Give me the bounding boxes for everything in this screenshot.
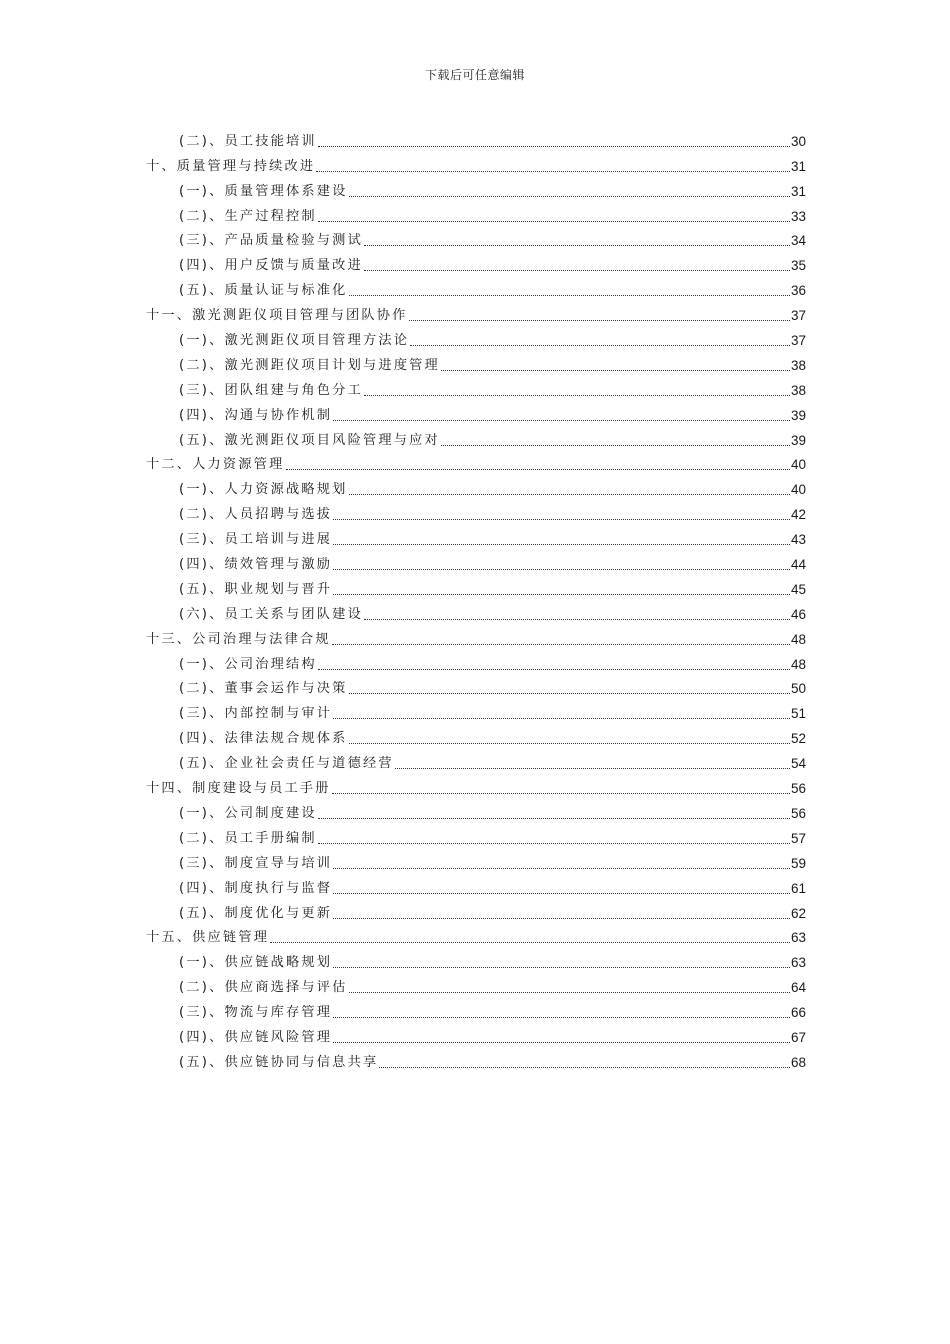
toc-section-entry[interactable] [146,674,806,699]
toc-page-number: 61 [790,880,806,896]
toc-entry-title: (三)、物流与库存管理 [179,1005,333,1021]
toc-dot-leader [333,568,790,570]
toc-dot-leader [364,618,790,620]
toc-entry-title: (五)、企业社会责任与道德经营 [179,756,394,772]
toc-section-entry[interactable] [146,549,806,574]
toc-entry-title: 十一、激光测距仪项目管理与团队协作 [146,308,408,324]
toc-entry-title: (二)、激光测距仪项目计划与进度管理 [179,357,440,373]
toc-page-number: 54 [790,756,806,772]
toc-dot-leader [349,742,790,744]
toc-entry-title: (六)、员工关系与团队建设 [179,606,363,622]
toc-page-number: 34 [790,233,806,249]
toc-entry-title: (一)、人力资源战略规划 [179,482,348,498]
toc-dot-leader [410,344,790,346]
toc-page-number: 31 [790,183,806,199]
toc-dot-leader [333,717,790,719]
toc-dot-leader [316,170,790,172]
toc-dot-leader [333,518,790,520]
toc-page-number: 37 [790,333,806,349]
toc-section-entry[interactable] [146,898,806,923]
toc-dot-leader [318,220,790,222]
toc-page-number: 66 [790,1005,806,1021]
toc-section-entry[interactable] [146,574,806,599]
toc-dot-leader [379,1066,790,1068]
toc-section-entry[interactable] [146,350,806,375]
toc-dot-leader [333,966,790,968]
toc-dot-leader [270,941,790,943]
toc-dot-leader [441,444,790,446]
toc-entry-title: 十三、公司治理与法律合规 [146,631,331,647]
toc-dot-leader [333,419,790,421]
toc-section-entry[interactable] [146,126,806,151]
toc-dot-leader [333,593,790,595]
toc-entry-title: (二)、生产过程控制 [179,208,317,224]
toc-section-entry[interactable] [146,823,806,848]
toc-page-number: 48 [790,631,806,647]
toc-dot-leader [349,493,790,495]
toc-section-entry[interactable] [146,375,806,400]
toc-dot-leader [333,1016,790,1018]
toc-section-entry[interactable] [146,250,806,275]
toc-entry-title: (二)、员工手册编制 [179,830,317,846]
toc-entry-title: (四)、用户反馈与质量改进 [179,258,363,274]
toc-page-number: 63 [790,930,806,946]
toc-section-entry[interactable] [146,798,806,823]
toc-dot-leader [318,817,790,819]
toc-entry-title: (一)、质量管理体系建设 [179,183,348,199]
toc-page-number: 40 [790,482,806,498]
toc-entry-title: (一)、供应链战略规划 [179,955,333,971]
toc-section-entry[interactable] [146,325,806,350]
toc-page-number: 38 [790,357,806,373]
toc-section-entry[interactable] [146,972,806,997]
toc-entry-title: (二)、供应商选择与评估 [179,980,348,996]
toc-section-entry[interactable] [146,275,806,300]
toc-section-entry[interactable] [146,400,806,425]
toc-dot-leader [332,643,790,645]
toc-page-number: 62 [790,905,806,921]
toc-dot-leader [349,195,790,197]
toc-section-entry[interactable] [146,1022,806,1047]
toc-dot-leader [318,842,790,844]
toc-page-number: 56 [790,781,806,797]
toc-entry-title: (二)、人员招聘与选拔 [179,507,333,523]
toc-page-number: 38 [790,382,806,398]
toc-entry-title: (四)、法律法规合规体系 [179,731,348,747]
toc-entry-title: (二)、董事会运作与决策 [179,681,348,697]
toc-section-entry[interactable] [146,599,806,624]
toc-chapter-entry[interactable] [146,300,806,325]
toc-entry-title: (四)、绩效管理与激励 [179,557,333,573]
toc-page-number: 44 [790,557,806,573]
toc-entry-title: (三)、制度宣导与培训 [179,855,333,871]
toc-page-number: 37 [790,308,806,324]
toc-entry-title: (一)、激光测距仪项目管理方法论 [179,333,410,349]
toc-section-entry[interactable] [146,649,806,674]
toc-dot-leader [333,917,790,919]
toc-section-entry[interactable] [146,226,806,251]
toc-section-entry[interactable] [146,723,806,748]
toc-entry-title: (四)、制度执行与监督 [179,880,333,896]
toc-dot-leader [318,668,790,670]
toc-entry-title: (五)、质量认证与标准化 [179,283,348,299]
page-header: 下载后可任意编辑 [424,68,525,82]
toc-entry-title: (三)、产品质量检验与测试 [179,233,363,249]
toc-entry-title: (四)、沟通与协作机制 [179,407,333,423]
toc-page-number: 33 [790,208,806,224]
toc-page-number: 67 [790,1029,806,1045]
toc-page-number: 68 [790,1054,806,1070]
toc-section-entry[interactable] [146,474,806,499]
toc-section-entry[interactable] [146,997,806,1022]
toc-section-entry[interactable] [146,499,806,524]
toc-page-number: 59 [790,855,806,871]
toc-dot-leader [333,867,790,869]
toc-dot-leader [441,369,790,371]
toc-entry-title: (五)、供应链协同与信息共享 [179,1054,379,1070]
toc-dot-leader [364,269,790,271]
toc-entry-title: (五)、制度优化与更新 [179,905,333,921]
toc-entry-title: (三)、员工培训与进展 [179,532,333,548]
toc-dot-leader [318,145,790,147]
toc-chapter-entry[interactable] [146,773,806,798]
toc-section-entry[interactable] [146,698,806,723]
toc-entry-title: (三)、内部控制与审计 [179,706,333,722]
toc-chapter-entry[interactable] [146,624,806,649]
toc-dot-leader [349,294,790,296]
toc-page-number: 50 [790,681,806,697]
toc-page-number: 57 [790,830,806,846]
toc-entry-title: (一)、公司治理结构 [179,656,317,672]
toc-entry-title: (四)、供应链风险管理 [179,1029,333,1045]
toc-section-entry[interactable] [146,524,806,549]
toc-dot-leader [364,394,790,396]
toc-page-number: 42 [790,507,806,523]
toc-entry-title: (五)、职业规划与晋升 [179,581,333,597]
toc-entry-title: 十、质量管理与持续改进 [146,158,316,174]
toc-dot-leader [364,244,790,246]
toc-section-entry[interactable] [146,873,806,898]
toc-page-number: 63 [790,955,806,971]
toc-entry-title: 十二、人力资源管理 [146,457,285,473]
toc-chapter-entry[interactable] [146,923,806,948]
toc-page-number: 52 [790,731,806,747]
toc-page-number: 51 [790,706,806,722]
toc-entry-title: (二)、员工技能培训 [179,133,317,149]
toc-chapter-entry[interactable] [146,151,806,176]
toc-dot-leader [349,692,790,694]
toc-page-number: 64 [790,980,806,996]
toc-entry-title: 十四、制度建设与员工手册 [146,781,331,797]
toc-dot-leader [333,1041,790,1043]
toc-page-number: 31 [790,158,806,174]
toc-page-number: 39 [790,432,806,448]
table-of-contents [146,126,806,1072]
toc-section-entry[interactable] [146,848,806,873]
toc-section-entry[interactable] [146,201,806,226]
toc-section-entry[interactable] [146,748,806,773]
toc-page-number: 36 [790,283,806,299]
toc-page-number: 56 [790,805,806,821]
toc-page-number: 30 [790,133,806,149]
toc-entry-title: (三)、团队组建与角色分工 [179,382,363,398]
toc-page-number: 35 [790,258,806,274]
toc-page-number: 46 [790,606,806,622]
toc-section-entry[interactable] [146,1047,806,1072]
toc-dot-leader [286,468,790,470]
toc-dot-leader [409,319,790,321]
toc-dot-leader [395,767,790,769]
toc-dot-leader [332,792,790,794]
toc-dot-leader [333,892,790,894]
toc-page-number: 43 [790,532,806,548]
toc-dot-leader [349,991,790,993]
toc-section-entry[interactable] [146,425,806,450]
toc-entry-title: (一)、公司制度建设 [179,805,317,821]
toc-chapter-entry[interactable] [146,450,806,475]
toc-dot-leader [333,543,790,545]
toc-section-entry[interactable] [146,947,806,972]
toc-page-number: 48 [790,656,806,672]
toc-entry-title: (五)、激光测距仪项目风险管理与应对 [179,432,440,448]
toc-section-entry[interactable] [146,176,806,201]
toc-page-number: 40 [790,457,806,473]
toc-page-number: 39 [790,407,806,423]
toc-page-number: 45 [790,581,806,597]
toc-entry-title: 十五、供应链管理 [146,930,270,946]
